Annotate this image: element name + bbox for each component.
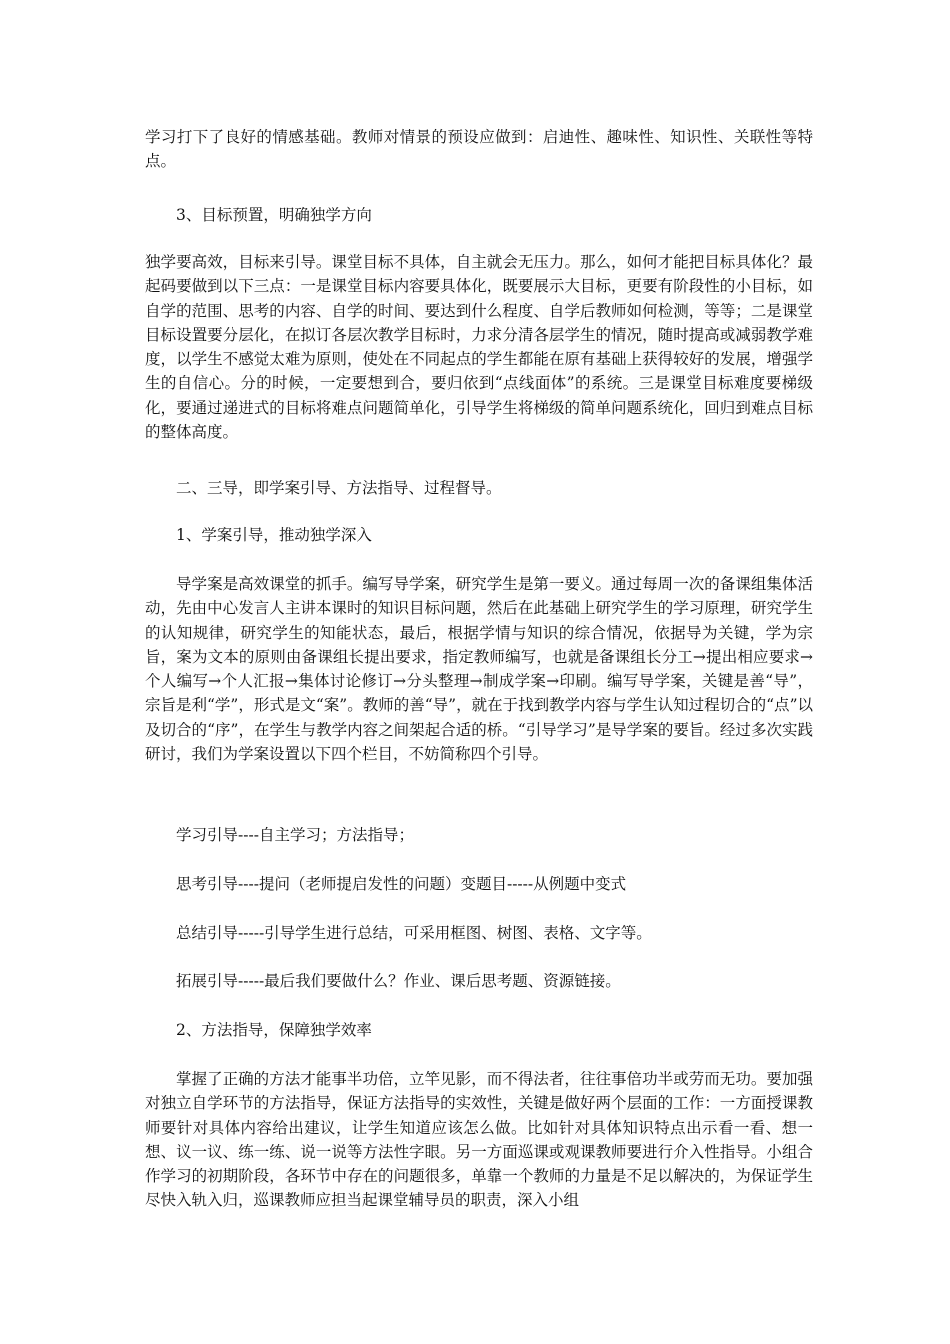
paragraph-study-plan-guide: 导学案是高效课堂的抓手。编写导学案，研究学生是第一要义。通过每周一次的备课组集体活动，先由中心发言人主讲本课时的知识目标问题，然后在此基础上研究学生的学习原理，研究学生的认知规律，研究学生的知能状态，最后，根据学情与知识的综合情况，依据导为关键，学为宗旨，案为文本的原则由备课组长提出要求，指定教师编写，也就是备课组长分工→提出相应要求→个人编写→个人汇报→集体讨论修订→分头整理→制成学案→印刷。编写导学案，关键是善“导”，宗旨是利“学”，形式是文“案”。教师的善“导”，就在于找到教学内容与学生认知过程切合的“点”以及切合的“序”，在学生与教学内容之间架起合适的桥。“引导学习”是导学案的要旨。经过多次实践研讨，我们为学案设置以下四个栏目，不妨简称四个引导。 (145, 575, 813, 764)
paragraph-1: 学习打下了良好的情感基础。教师对情景的预设应做到：启迪性、趣味性、知识性、关联性等特点。 (145, 128, 813, 171)
heading-method-guide: 2、方法指导，保障独学效率 (176, 1021, 372, 1039)
list-item-learning-guide: 学习引导----自主学习；方法指导； (176, 826, 414, 844)
paragraph-method-guide: 掌握了正确的方法才能事半功倍，立竿见影，而不得法者，往往事倍功半或劳而无功。要加强对独立自学环节的方法指导，保证方法指导的实效性，关键是做好两个层面的工作：一方面授课教师要针对具体内容给出建议，让学生知道应该怎么做。比如针对具体知识特点出示看一看、想一想、议一议、练一练、说一说等方法性字眼。另一方面巡课或观课教师要进行介入性指导。小组合作学习的初期阶段，各环节中存在的问题很多，单靠一个教师的力量是不足以解决的，为保证学生尽快入轨入归，巡课教师应担当起课堂辅导员的职责，深入小组 (145, 1070, 813, 1210)
paragraph-goal-preset: 独学要高效，目标来引导。课堂目标不具体，自主就会无压力。那么，如何才能把目标具体化？最起码要做到以下三点：一是课堂目标内容要具体化，既要展示大目标，更要有阶段性的小目标，如自学的范围、思考的内容、自学的时间、要达到什么程度、自学后教师如何检测，等等；二是课堂目标设置要分层化，在拟订各层次教学目标时，力求分清各层学生的情况，随时提高或减弱教学难度，以学生不感觉太难为原则，使处在不同起点的学生都能在原有基础上获得较好的发展，增强学生的自信心。分的时候，一定要想到合，要归依到“点线面体”的系统。三是课堂目标难度要梯级化，要通过递进式的目标将难点问题简单化，引导学生将梯级的简单问题系统化，回归到难点目标的整体高度。 (145, 253, 813, 442)
list-item-thinking-guide: 思考引导----提问（老师提启发性的问题）变题目-----从例题中变式 (176, 875, 627, 893)
heading-study-plan-guide: 1、学案引导，推动独学深入 (176, 526, 372, 544)
list-item-extension-guide: 拓展引导-----最后我们要做什么？作业、课后思考题、资源链接。 (176, 972, 621, 990)
heading-three-guides: 二、三导，即学案引导、方法指导、过程督导。 (176, 479, 502, 497)
heading-goal-preset: 3、目标预置，明确独学方向 (176, 206, 372, 224)
list-item-summary-guide: 总结引导-----引导学生进行总结，可采用框图、树图、表格、文字等。 (176, 924, 652, 942)
